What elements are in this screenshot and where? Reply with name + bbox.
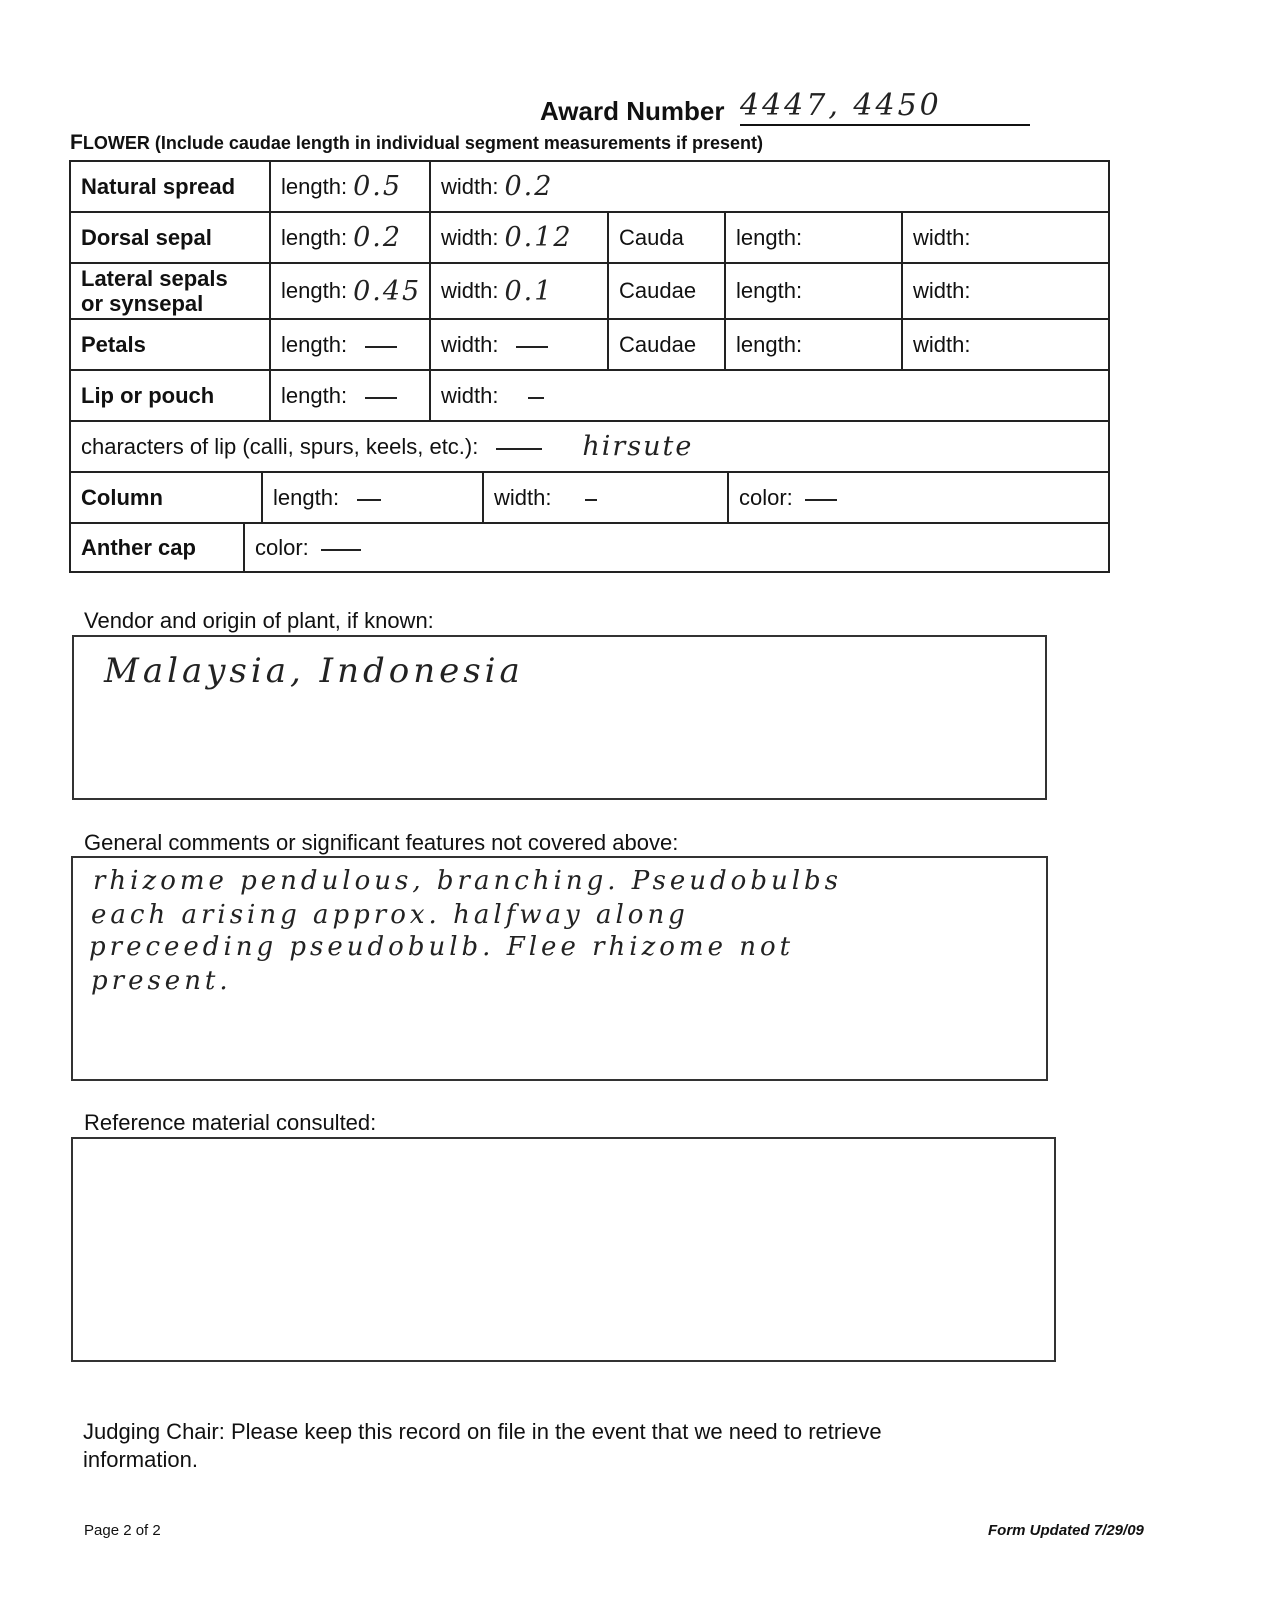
natural-spread-label: Natural spread	[81, 173, 236, 199]
dorsal-sepal-width-value: 0.12	[504, 222, 573, 253]
row-lip	[69, 369, 1110, 420]
dorsal-sepal-length-cell[interactable]	[271, 213, 431, 262]
lateral-sepals-width-cell[interactable]	[431, 264, 609, 318]
petals-width-cell[interactable]	[431, 320, 609, 369]
natural-spread-label-cell	[71, 162, 271, 211]
column-width-dash	[585, 499, 597, 501]
lateral-sepals-width-label: width:	[441, 278, 499, 303]
lateral-sepals-cauda-label: Caudae	[619, 278, 697, 303]
petals-cauda-label: Caudae	[619, 331, 697, 357]
dorsal-sepal-label: Dorsal sepal	[81, 224, 212, 250]
dorsal-sepal-label-cell	[71, 213, 271, 262]
row-natural-spread	[69, 160, 1110, 211]
lip-length-dash	[365, 397, 397, 399]
row-column	[69, 471, 1110, 522]
column-color-cell[interactable]	[729, 473, 1029, 522]
petals-cauda-width-cell[interactable]	[903, 320, 1108, 369]
lip-length-label: length:	[281, 382, 348, 408]
column-label-cell	[71, 473, 263, 522]
lip-characters-cell[interactable]	[71, 422, 1108, 471]
natural-spread-width-cell[interactable]	[431, 162, 731, 211]
dorsal-sepal-length-value: 0.2	[353, 222, 403, 253]
dorsal-sepal-cauda-cell	[609, 213, 726, 262]
natural-spread-width-label: width:	[441, 173, 499, 199]
row-petals	[69, 318, 1110, 369]
lateral-sepals-cauda-length-label: length:	[736, 278, 803, 303]
dorsal-sepal-cauda-width-cell[interactable]	[903, 213, 1108, 262]
petals-width-label: width:	[441, 331, 499, 357]
petals-label-cell	[71, 320, 271, 369]
comments-line-4: present.	[91, 966, 232, 996]
petals-cauda-width-label: width:	[913, 331, 971, 357]
petals-label: Petals	[81, 331, 146, 357]
natural-spread-length-cell[interactable]	[271, 162, 431, 211]
comments-line-3: preceeding pseudobulb. Flee rhizome not	[89, 932, 795, 962]
petals-width-dash	[516, 346, 548, 348]
row-lateral-sepals	[69, 262, 1110, 318]
column-label: Column	[81, 484, 163, 510]
lip-length-cell[interactable]	[271, 371, 431, 420]
anther-cap-label: Anther cap	[81, 534, 196, 560]
dorsal-sepal-width-cell[interactable]	[431, 213, 609, 262]
lateral-sepals-length-cell[interactable]	[271, 264, 431, 318]
natural-spread-length-value: 0.5	[353, 171, 403, 202]
comments-line-2: each arising approx. halfway along	[91, 900, 689, 930]
flower-heading-initial: F	[70, 131, 83, 154]
lateral-sepals-cauda-width-cell[interactable]	[903, 264, 1108, 318]
dorsal-sepal-cauda-label: Cauda	[619, 224, 684, 250]
award-number-value[interactable]: 4447, 4450	[740, 88, 1030, 126]
column-width-label: width:	[494, 484, 552, 510]
dorsal-sepal-length-label: length:	[281, 224, 348, 250]
anther-cap-color-cell[interactable]	[245, 524, 645, 571]
lip-width-cell[interactable]	[431, 371, 731, 420]
lateral-sepals-label-line1: Lateral sepals	[81, 266, 228, 291]
flower-heading-rest: LOWER	[82, 133, 150, 153]
petals-length-cell[interactable]	[271, 320, 431, 369]
lateral-sepals-cauda-width-label: width:	[913, 278, 971, 303]
row-dorsal-sepal	[69, 211, 1110, 262]
dorsal-sepal-cauda-length-label: length:	[736, 224, 803, 250]
lateral-sepals-cauda-length-cell[interactable]	[726, 264, 903, 318]
judging-chair-note: Judging Chair: Please keep this record on file in the event that we need to retrieve information.	[83, 1419, 882, 1472]
column-color-dash	[805, 499, 837, 501]
anther-cap-color-label: color:	[255, 534, 309, 560]
reference-label: Reference material consulted:	[84, 1110, 377, 1135]
natural-spread-length-label: length:	[281, 173, 348, 199]
lateral-sepals-label-cell	[71, 264, 271, 318]
flower-section-heading	[70, 131, 763, 155]
comments-line-1: rhizome pendulous, branching. Pseudobulbs	[93, 866, 843, 896]
petals-cauda-cell	[609, 320, 726, 369]
lateral-sepals-label-line2: or synsepal	[81, 291, 204, 316]
lateral-sepals-width-value: 0.1	[504, 275, 554, 307]
column-color-label: color:	[739, 484, 793, 510]
row-lip-characters	[69, 420, 1110, 471]
lip-label: Lip or pouch	[81, 382, 215, 408]
dorsal-sepal-cauda-length-cell[interactable]	[726, 213, 903, 262]
vendor-value: Malaysia, Indonesia	[104, 651, 524, 691]
lateral-sepals-length-label: length:	[281, 278, 348, 303]
vendor-label: Vendor and origin of plant, if known:	[84, 608, 434, 633]
natural-spread-width-value: 0.2	[504, 171, 554, 202]
dorsal-sepal-cauda-width-label: width:	[913, 224, 971, 250]
lateral-sepals-length-value: 0.45	[353, 275, 422, 307]
column-length-label: length:	[273, 484, 340, 510]
petals-cauda-length-cell[interactable]	[726, 320, 903, 369]
anther-cap-color-dash	[321, 549, 361, 551]
lip-width-label: width:	[441, 382, 499, 408]
petals-length-label: length:	[281, 331, 348, 357]
form-updated-date: Form Updated 7/29/09	[988, 1522, 1144, 1539]
award-number-label: Award Number	[540, 96, 725, 126]
dorsal-sepal-width-label: width:	[441, 224, 499, 250]
petals-cauda-length-label: length:	[736, 331, 803, 357]
lip-characters-label: characters of lip (calli, spurs, keels, etc.):	[81, 433, 479, 459]
lip-characters-value: hirsute	[582, 431, 694, 462]
lateral-sepals-cauda-cell	[609, 264, 726, 318]
reference-box[interactable]	[71, 1137, 1056, 1362]
lip-width-dash	[528, 397, 544, 399]
anther-cap-label-cell	[71, 524, 245, 571]
column-width-cell[interactable]	[484, 473, 729, 522]
row-anther-cap	[69, 522, 1110, 573]
comments-box[interactable]	[71, 856, 1048, 1081]
column-length-cell[interactable]	[263, 473, 484, 522]
petals-length-dash	[365, 346, 397, 348]
vendor-box[interactable]	[72, 635, 1047, 800]
lip-characters-dash	[496, 448, 542, 450]
flower-heading-note: (Include caudae length in individual segment measurements if present)	[154, 133, 763, 153]
comments-label: General comments or significant features not covered above:	[84, 830, 679, 855]
column-length-dash	[357, 499, 381, 501]
page-number: Page 2 of 2	[84, 1522, 161, 1539]
lateral-sepals-label	[81, 266, 228, 316]
lip-label-cell	[71, 371, 271, 420]
